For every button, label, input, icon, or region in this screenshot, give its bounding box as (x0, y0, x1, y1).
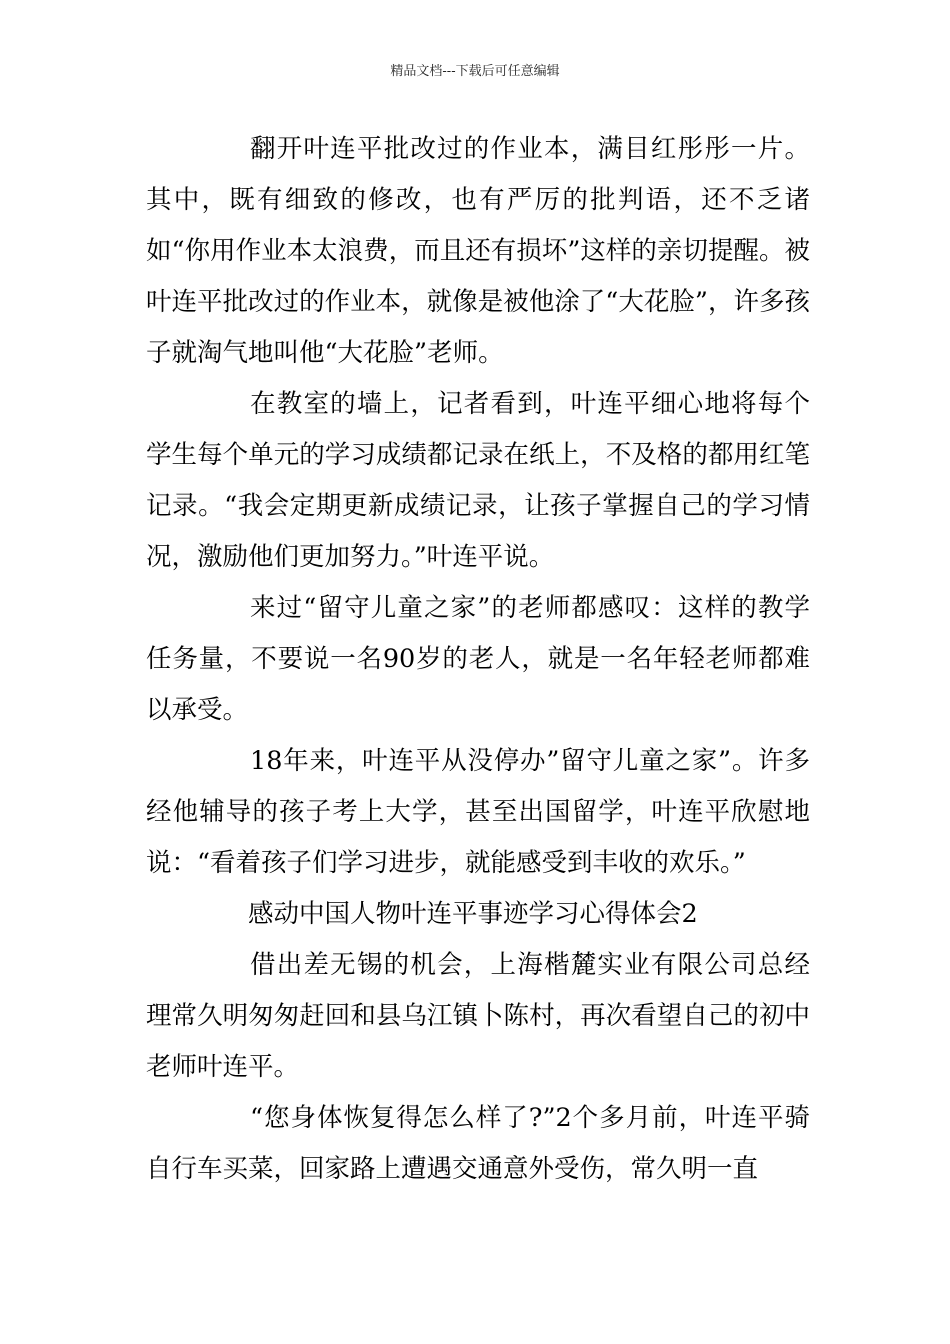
paragraph-2: 在教室的墙上，记者看到，叶连平细心地将每个学生每个单元的学习成绩都记录在纸上，不及格的都用红笔记录。“我会定期更新成绩记录，让孩子掌握自己的学习情况，激励他们更加努力。”叶连平说。 (146, 389, 810, 572)
paragraph-6: “您身体恢复得怎么样了?”2个多月前，叶连平骑自行车买菜，回家路上遭遇交通意外受伤，常久明一直 (146, 1103, 810, 1184)
page-header: 精品文档---下载后可任意编辑 (390, 64, 560, 79)
paragraph-4: 18年来，叶连平从没停办”留守儿童之家”。许多经他辅导的孩子考上大学，甚至出国留学，叶连平欣慰地说：“看着孩子们学习进步，就能感受到丰收的欢乐。” (146, 746, 810, 878)
section-title: 感动中国人物叶连平事迹学习心得体会2 (248, 899, 698, 929)
document-body (146, 124, 810, 1195)
paragraph-5: 借出差无锡的机会，上海楷麓实业有限公司总经理常久明匆匆赶回和县乌江镇卜陈村，再次看望自己的初中老师叶连平。 (146, 950, 810, 1082)
paragraph-1: 翻开叶连平批改过的作业本，满目红彤彤一片。其中，既有细致的修改，也有严厉的批判语，还不乏诸如“你用作业本太浪费，而且还有损坏”这样的亲切提醒。被叶连平批改过的作业本，就像是被他涂了“大花脸”，许多孩子就淘气地叫他“大花脸”老师。 (146, 134, 810, 368)
paragraph-3: 来过“留守儿童之家”的老师都感叹：这样的教学任务量，不要说一名90岁的老人，就是一名年轻老师都难以承受。 (146, 593, 810, 725)
